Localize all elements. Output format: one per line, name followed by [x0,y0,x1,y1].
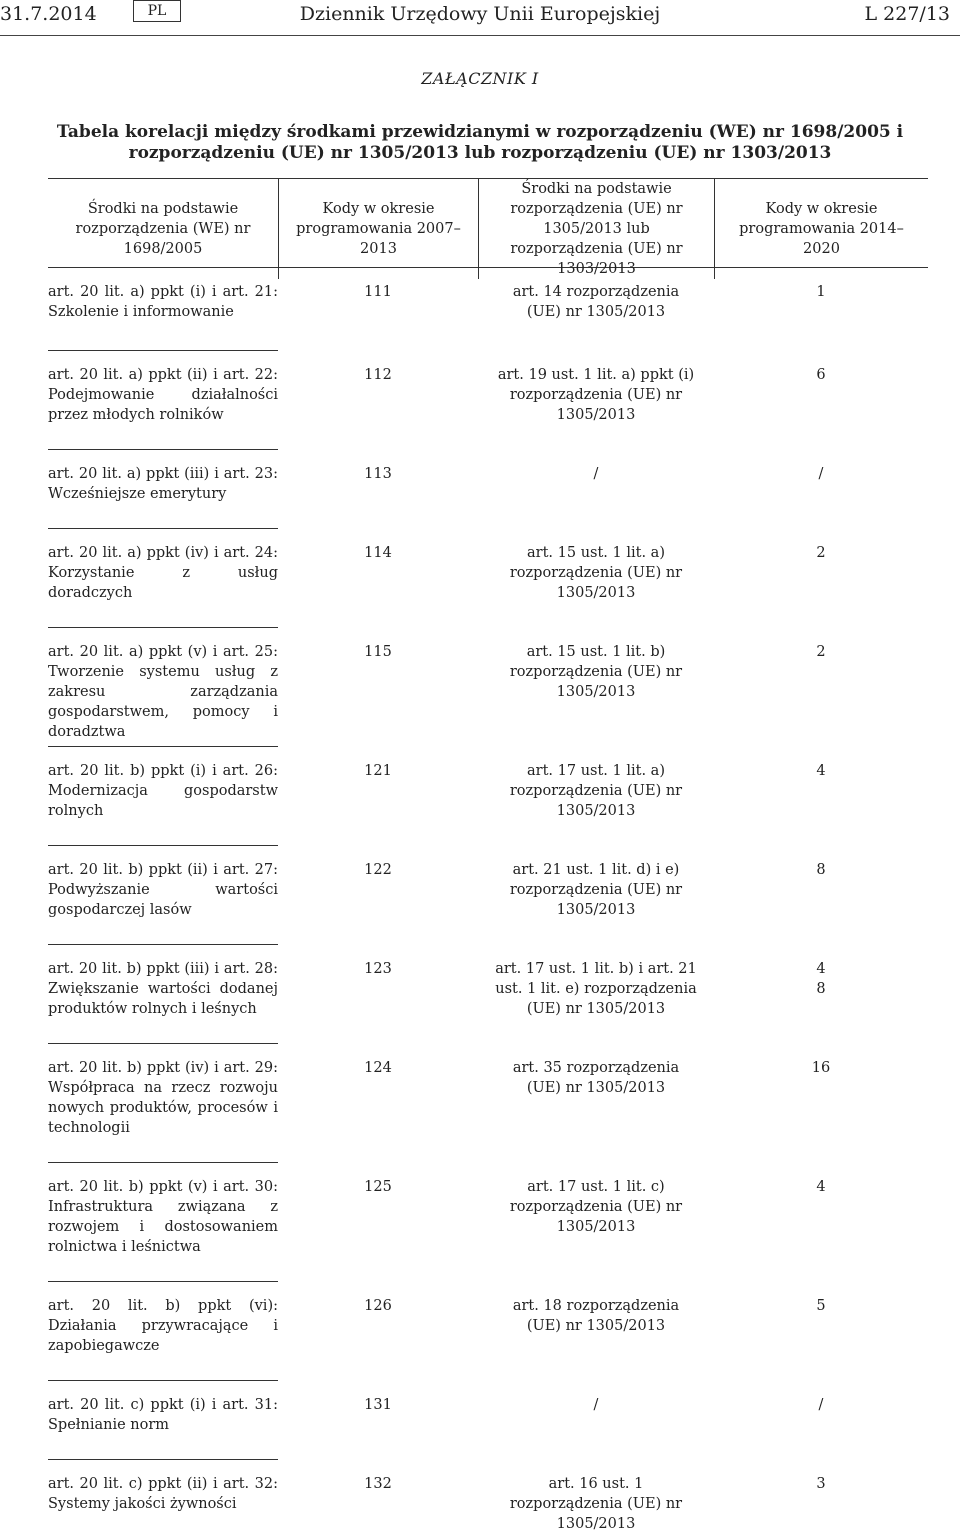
table-header [48,178,928,277]
measure-new-cell: art. 14 rozporządzenia (UE) nr 1305/2013 [512,284,680,320]
measure-old-cell: art. 20 lit. b) ppkt (iv) i art. 29: Współpraca na rzecz rozwoju nowych produktów, procesów i technologii [48,1060,278,1136]
measure-new-cell: art. 17 ust. 1 lit. c) rozporządzenia (UE) nr 1305/2013 [509,1179,683,1235]
code-new-cell: 2 [816,644,826,660]
measure-new-cell: art. 15 ust. 1 lit. b) rozporządzenia (UE) nr 1305/2013 [509,644,683,700]
code-old-cell: 126 [364,1298,392,1314]
journal-title: Dziennik Urzędowy Unii Europejskiej [299,3,661,25]
code-new-cell: 4 8 [816,961,826,997]
code-old-cell: 125 [364,1179,392,1195]
table-row [48,1395,928,1459]
row-separator [48,944,278,945]
measure-old-cell: art. 20 lit. b) ppkt (i) i art. 26: Modernizacja gospodarstw rolnych [48,763,278,819]
code-new-cell: 3 [816,1476,826,1492]
code-old-cell: 115 [364,644,392,660]
code-new-cell: 1 [816,284,826,300]
table-row [48,282,928,350]
column-header-code-new: Kody w okresie programowania 2014–2020 [714,179,928,279]
measure-new-cell: art. 19 ust. 1 lit. a) ppkt (i) rozporządzenia (UE) nr 1305/2013 [497,367,695,423]
row-separator [48,1043,278,1044]
table-row [48,642,928,746]
code-old-cell: 112 [364,367,392,383]
table-row [48,1177,928,1281]
measure-old-cell: art. 20 lit. b) ppkt (vi): Działania przywracające i zapobiegawcze [48,1298,278,1354]
measure-new-cell: art. 16 ust. 1 rozporządzenia (UE) nr 1305/2013 [509,1476,683,1532]
code-new-cell: 16 [811,1060,831,1076]
code-new-cell: 8 [816,862,826,878]
correlation-table [48,178,928,1534]
code-new-cell: / [818,1397,824,1413]
row-separator [48,627,278,628]
measure-new-cell: art. 17 ust. 1 lit. b) i art. 21 ust. 1 lit. e) rozporządzenia (UE) nr 1305/2013 [495,961,697,1017]
measure-old-cell: art. 20 lit. b) ppkt (v) i art. 30: Infrastruktura związana z rozwojem i dostosowaniem rolnictwa i leśnictwa [48,1179,278,1255]
code-old-cell: 131 [364,1397,392,1413]
code-old-cell: 132 [364,1476,392,1492]
table-row [48,1296,928,1380]
measure-new-cell: / [593,1397,599,1413]
column-header-code-old: Kody w okresie programowania 2007–2013 [278,179,478,279]
measure-old-cell: art. 20 lit. c) ppkt (ii) i art. 32: Systemy jakości żywności [48,1476,278,1512]
measure-new-cell: art. 17 ust. 1 lit. a) rozporządzenia (UE) nr 1305/2013 [509,763,683,819]
column-header-measure-old: Środki na podstawie rozporządzenia (WE) nr 1698/2005 [75,201,251,257]
table-row [48,959,928,1043]
code-new-cell: 4 [816,1179,826,1195]
row-separator [48,746,278,747]
table-row [48,1058,928,1162]
row-separator [48,1380,278,1381]
measure-new-cell: art. 15 ust. 1 lit. a) rozporządzenia (UE) nr 1305/2013 [509,545,683,601]
language-badge: PL [133,0,181,22]
table-row [48,543,928,627]
measure-old-cell: art. 20 lit. a) ppkt (v) i art. 25: Tworzenie systemu usług z zakresu zarządzania gospodarstwem, pomocy i doradztwa [48,644,278,740]
code-new-cell: 4 [816,763,826,779]
row-separator [48,1162,278,1163]
measure-old-cell: art. 20 lit. b) ppkt (ii) i art. 27: Podwyższanie wartości gospodarczej lasów [48,862,278,918]
code-old-cell: 114 [364,545,392,561]
page-header [0,0,960,36]
row-separator [48,1459,278,1460]
row-separator [48,1281,278,1282]
page-number: L 227/13 [864,3,950,25]
row-separator [48,845,278,846]
code-old-cell: 122 [364,862,392,878]
publication-date: 31.7.2014 [0,3,97,25]
row-separator [48,449,278,450]
measure-old-cell: art. 20 lit. a) ppkt (i) i art. 21: Szkolenie i informowanie [48,284,278,320]
measure-new-cell: art. 18 rozporządzenia (UE) nr 1305/2013 [512,1298,680,1334]
table-row [48,761,928,845]
header-rule [0,35,960,36]
code-new-cell: 2 [816,545,826,561]
measure-new-cell: / [593,466,599,482]
code-old-cell: 124 [364,1060,392,1076]
measure-new-cell: art. 35 rozporządzenia (UE) nr 1305/2013 [512,1060,680,1096]
table-row [48,1474,928,1534]
measure-new-cell: art. 21 ust. 1 lit. d) i e) rozporządzenia (UE) nr 1305/2013 [509,862,683,918]
measure-old-cell: art. 20 lit. c) ppkt (i) i art. 31: Spełnianie norm [48,1397,278,1433]
row-separator [48,350,278,351]
column-header-measure-new: Środki na podstawie rozporządzenia (UE) nr 1305/2013 lub rozporządzenia (UE) nr 1303/2013 [478,179,714,279]
annex-heading: ZAŁĄCZNIK I [421,69,539,88]
code-old-cell: 113 [364,466,392,482]
code-old-cell: 121 [364,763,392,779]
measure-old-cell: art. 20 lit. b) ppkt (iii) i art. 28: Zwiększanie wartości dodanej produktów rolnych i leśnych [48,961,278,1017]
document-title: Tabela korelacji między środkami przewidzianymi w rozporządzeniu (WE) nr 1698/2005 i rozporządzeniu (UE) nr 1305/2013 lub rozporządzeniu (UE) nr 1303/2013 [56,122,904,163]
code-new-cell: 6 [816,367,826,383]
table-row [48,860,928,944]
measure-old-cell: art. 20 lit. a) ppkt (iv) i art. 24: Korzystanie z usług doradczych [48,545,278,601]
row-separator [48,528,278,529]
measure-old-cell: art. 20 lit. a) ppkt (ii) i art. 22: Podejmowanie działalności przez młodych rolników [48,367,278,423]
code-old-cell: 111 [364,284,392,300]
code-old-cell: 123 [364,961,392,977]
table-row [48,464,928,528]
code-new-cell: 5 [816,1298,826,1314]
table-row [48,365,928,449]
table-body [48,282,928,1534]
code-new-cell: / [818,466,824,482]
measure-old-cell: art. 20 lit. a) ppkt (iii) i art. 23: Wcześniejsze emerytury [48,466,278,502]
